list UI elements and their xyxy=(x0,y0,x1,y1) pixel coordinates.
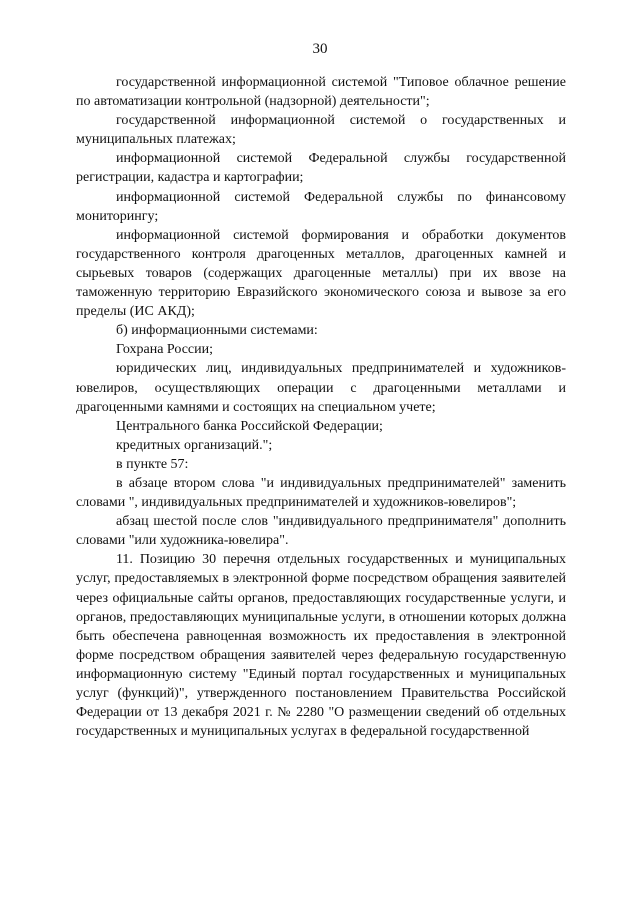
paragraph-amendment-2: абзац шестой после слов "индивидуального предпринимателя" дополнить словами "или художника-ювелира". xyxy=(76,514,566,549)
paragraph-item-7: юридических лиц, индивидуальных предпринимателей и художников-ювелиров, осуществляющих операции с драгоценными металлами и драгоценными камнями и состоящих на специальном учете; xyxy=(76,361,566,415)
paragraph-clause-57: в пункте 57: xyxy=(116,456,189,472)
page-number: 30 xyxy=(312,41,328,57)
paragraph-item-3: информационной системой Федеральной службы государственной регистрации, кадастра и картографии; xyxy=(76,151,566,186)
document-body xyxy=(76,73,566,741)
paragraph-item-4: информационной системой Федеральной службы по финансовому мониторингу; xyxy=(76,189,566,224)
paragraph-section-11: 11. Позицию 30 перечня отдельных государственных и муниципальных услуг, предоставляемых в электронной форме посредством обращения заявителей через официальные сайты органов, предоставляющих государственные услуги, и органов, предоставляющих муниципальные услуги, в отношении которых должна быть обеспечена равноценная возможность их предоставления в электронной форме посредством обращения заявителей через федеральную государственную информационную систему "Единый портал государственных и муниципальных услуг (функций)", утвержденного постановлением Правительства Российской Федерации от 13 декабря 2021 г. № 2280 "О размещении сведений об отдельных государственных и муниципальных услугах в федеральной государственной xyxy=(76,552,566,740)
paragraph-item-8: Центрального банка Российской Федерации; xyxy=(116,418,383,434)
paragraph-item-2: государственной информационной системой о государственных и муниципальных платежах; xyxy=(76,113,566,148)
paragraph-item-5: информационной системой формирования и обработки документов государственного контроля драгоценных металлов, драгоценных камней и сырьевых товаров (содержащих драгоценные металлы) при их ввозе на таможенную территорию Евразийского экономического союза и вывозе за его пределы (ИС АКД); xyxy=(76,227,566,320)
paragraph-item-1: государственной информационной системой "Типовое облачное решение по автоматизации контрольной (надзорной) деятельности"; xyxy=(76,75,566,110)
paragraph-amendment-1: в абзаце втором слова "и индивидуальных предпринимателей" заменить словами ", индивидуальных предпринимателей и художников-ювелиров"; xyxy=(76,475,566,511)
paragraph-item-9: кредитных организаций."; xyxy=(116,437,273,453)
paragraph-item-6: Гохрана России; xyxy=(116,342,214,358)
paragraph-subsection-b: б) информационными системами: xyxy=(116,323,318,339)
